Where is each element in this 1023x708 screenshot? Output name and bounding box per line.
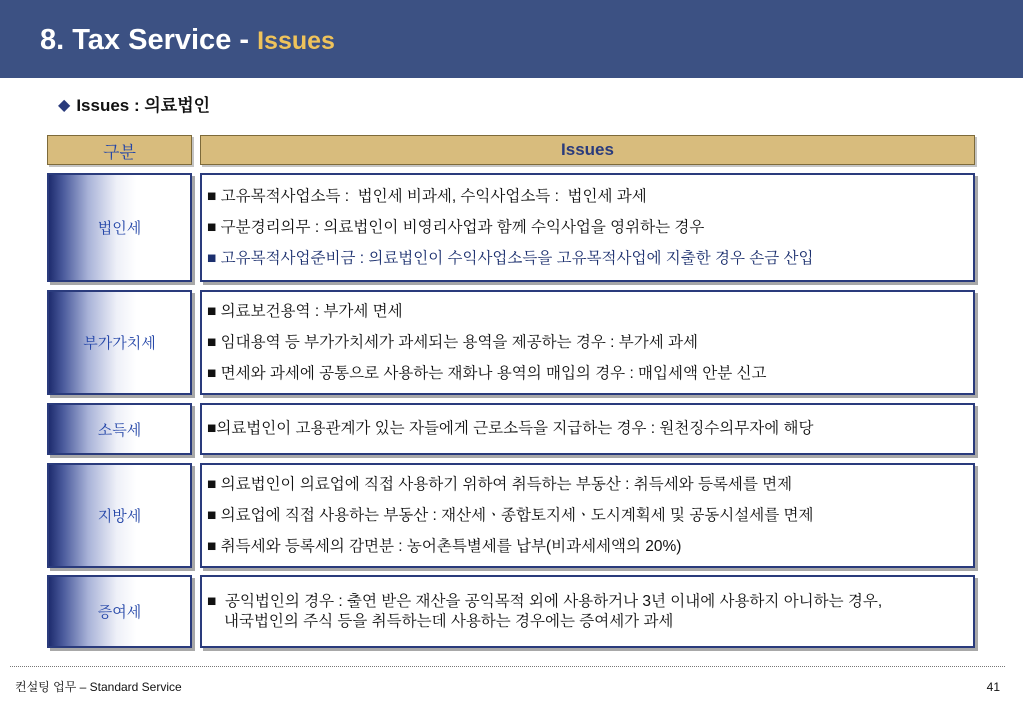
issue-item: ■ 임대용역 등 부가가치세가 과세되는 용역을 제공하는 경우 : 부가세 과세 [207,333,698,351]
issue-item: ■의료법인이 고용관계가 있는 자들에게 근로소득을 지급하는 경우 : 원천징수의무자에 해당 [207,420,814,437]
issue-item: ■ 의료업에 직접 사용하는 부동산 : 재산세ㆍ종합토지세ㆍ도시계획세 및 공동시설세를 면제 [207,506,814,524]
row-issues-local-tax [200,463,975,568]
section-subtitle [58,94,210,118]
issue-item: ■ 고유목적사업준비금 : 의료법인이 수익사업소득을 고유목적사업에 지출한 경우 손금 산입 [207,249,814,267]
row-label-corporate-tax: 법인세 [47,173,192,282]
column-header-category: 구분 [47,135,192,165]
issue-item: ■ 면세와 과세에 공통으로 사용하는 재화나 용역의 매입의 경우 : 매입세액 안분 신고 [207,364,767,382]
issue-item: ■ 의료보건용역 : 부가세 면세 [207,302,403,320]
slide-title [40,22,335,59]
footer-text: 컨설팅 업무 – Standard Service [15,680,182,694]
footer-divider [10,666,1005,667]
row-label-vat: 부가가치세 [47,290,192,395]
title-accent: Issues [257,27,335,55]
title-main: 8. Tax Service - [40,24,258,56]
row-issues-gift-tax [200,575,975,648]
row-label-local-tax: 지방세 [47,463,192,568]
issue-item: ■ 취득세와 등록세의 감면분 : 농어촌특별세를 납부(비과세세액의 20%) [207,537,682,555]
issue-item: ■ 의료법인이 의료업에 직접 사용하기 위하여 취득하는 부동산 : 취득세와 등록세를 면제 [207,475,793,493]
row-label-gift-tax: 증여세 [47,575,192,648]
subtitle-text: Issues : 의료법인 [76,96,211,115]
column-header-issues: Issues [200,135,975,165]
row-label-income-tax: 소득세 [47,403,192,455]
row-issues-income-tax [200,403,975,455]
issue-item: ■ 고유목적사업소득 : 법인세 비과세, 수익사업소득 : 법인세 과세 [207,187,647,205]
row-issues-corporate-tax [200,173,975,282]
diamond-bullet-icon: ◆ [58,97,71,114]
issue-item: ■ 구분경리의무 : 의료법인이 비영리사업과 함께 수익사업을 영위하는 경우 [207,218,705,236]
page-number: 41 [986,680,1000,694]
issue-item: ■ 공익법인의 경우 : 출연 받은 재산을 공익목적 외에 사용하거나 3년 이내에 사용하지 아니하는 경우, 내국법인의 주식 등을 취득하는데 사용하는 경우에는 증여세가 과세 [207,592,887,630]
row-issues-vat [200,290,975,395]
